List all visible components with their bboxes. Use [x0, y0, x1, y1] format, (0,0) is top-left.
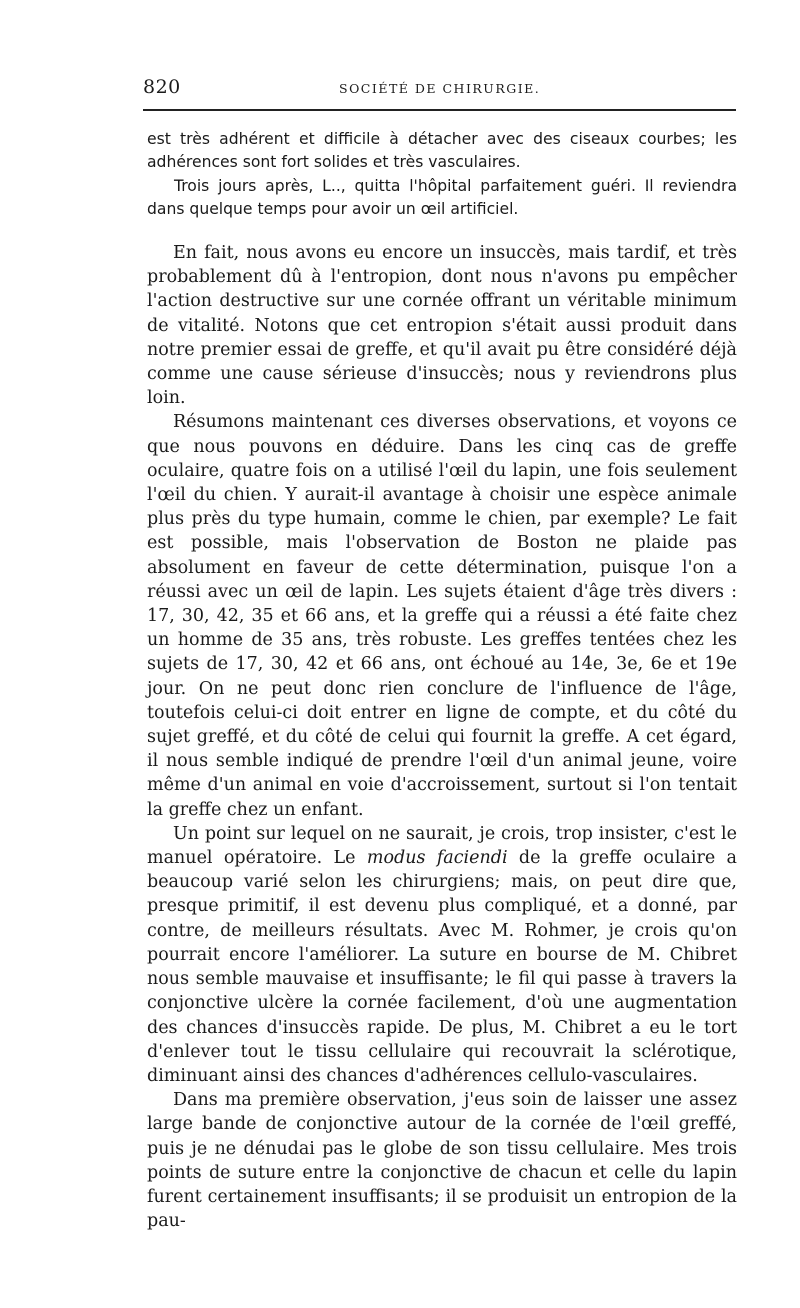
paragraph-text: de la greffe oculaire a beaucoup varié selon les chirurgiens; mais, on peut dire que, presque primitif, il est devenu plus compliqué, et a donné, par contre, de meilleurs résultats. Avec M. Rohmer, je crois qu'on pourrait encore l'améliorer. La suture en bourse de M. Chibret nous semble mauvaise et insuffisante; le fil qui passe à travers la conjonctive ulcère la cornée facilement, d'où une augmentation des chances d'insuccès rapide. De plus, M. Chibret a eu le tort d'enlever tout le tissu cellulaire qui recouvrait la sclérotique, diminuant ainsi des chances d'adhérences cellulo-vasculaires. — [147, 848, 737, 1086]
paragraph-text: Un point sur lequel on ne saurait, je crois, trop insister, c'est le manuel opératoire. Le — [147, 823, 737, 869]
body-paragraph: Dans ma première observation, j'eus soin de laisser une assez large bande de conjonctive autour de la cornée de l'œil greffé, puis je ne dénudai pas le globe de son tissu cellulaire. Mes trois points de suture entre la conjonctive de chacun et celle du lapin furent certainement insuffisants; il se produisit un entropion de la pau- — [147, 1090, 737, 1232]
observation-excerpt — [147, 128, 737, 221]
page-number: 820 — [143, 76, 181, 98]
body-paragraph: Résumons maintenant ces diverses observations, et voyons ce que nous pouvons en déduire. Dans les cinq cas de greffe oculaire, quatre fois on a utilisé l'œil du lapin, une fois seulement l'œil du chien. Y aurait-il avantage à choisir une espèce animale plus près du type humain, comme le chien, par exemple? Le fait est possible, mais l'observation de Boston ne plaide pas absolument en faveur de cette détermination, puisque l'on a réussi avec un œil de lapin. Les sujets étaient d'âge très divers : 17, 30, 42, 35 et 66 ans, et la greffe qui a réussi a été faite chez un homme de 35 ans, très robuste. Les greffes tentées chez les sujets de 17, 30, 42 et 66 ans, ont échoué au 14e, 3e, 6e et 19e jour. On ne peut donc rien conclure de l'influence de l'âge, toutefois celui-ci doit entrer en ligne de compte, et du côté du sujet greffé, et du côté de celui qui fournit la greffe. A cet égard, il nous semble indiqué de prendre l'œil d'un animal jeune, voire même d'un animal en voie d'accroissement, surtout si l'on tentait la greffe chez un enfant. — [147, 412, 737, 820]
italic-phrase: modus faciendi — [366, 848, 508, 869]
excerpt-paragraph: est très adhérent et difficile à détacher avec des ciseaux courbes; les adhérences sont fort solides et très vasculaires. — [147, 130, 737, 172]
body-paragraph — [147, 822, 737, 1088]
running-title: SOCIÉTÉ DE CHIRURGIE. — [339, 81, 541, 96]
body-paragraph: En fait, nous avons eu encore un insuccès, mais tardif, et très probablement dû à l'entropion, dont nous n'avons pu empêcher l'action destructive sur une cornée offrant un véritable minimum de vitalité. Notons que cet entropion s'était aussi produit dans notre premier essai de greffe, et qu'il avait pu être considéré déjà comme une cause sérieuse d'insuccès; nous y reviendrons plus loin. — [147, 243, 737, 409]
excerpt-paragraph: Trois jours après, L.., quitta l'hôpital parfaitement guéri. Il reviendra dans quelque temps pour avoir un œil artificiel. — [147, 176, 737, 218]
header-rule — [143, 109, 736, 111]
main-text — [147, 241, 737, 1233]
